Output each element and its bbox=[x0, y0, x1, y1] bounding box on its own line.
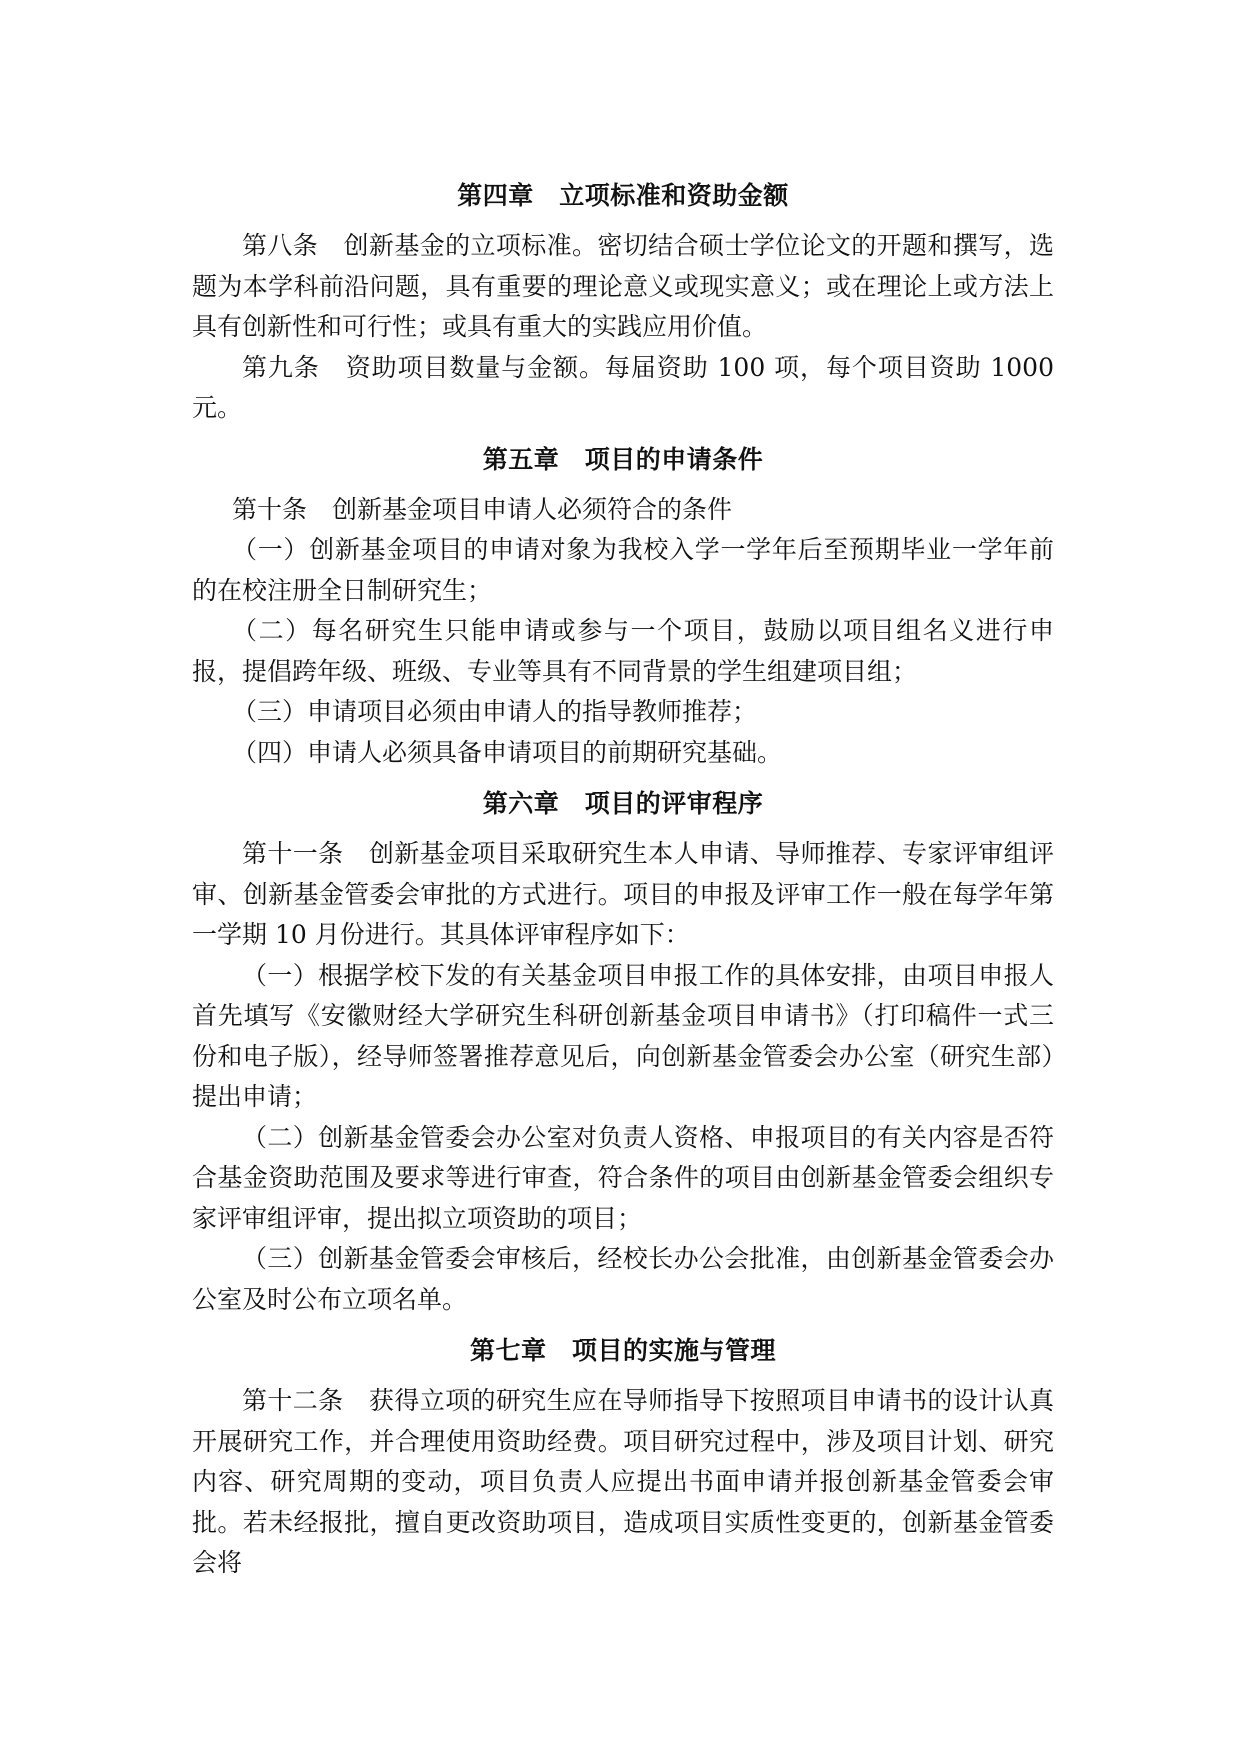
article-10-item-2: （二）每名研究生只能申请或参与一个项目，鼓励以项目组名义进行申报，提倡跨年级、班级、专业等具有不同背景的学生组建项目组； bbox=[192, 616, 1054, 686]
article-10: 第十条 创新基金项目申请人必须符合的条件 bbox=[232, 494, 733, 524]
chapter-4 bbox=[192, 176, 1054, 429]
chapter-5 bbox=[192, 440, 1054, 774]
article-12: 第十二条 获得立项的研究生应在导师指导下按照项目申请书的设计认真开展研究工作，并合理使用资助经费。项目研究过程中，涉及项目计划、研究内容、研究周期的变动，项目负责人应提出书面申请并报创新基金管委会审批。若未经报批，擅自更改资助项目，造成项目实质性变更的，创新基金管委会将 bbox=[192, 1386, 1054, 1577]
article-11-item-2: （二）创新基金管委会办公室对负责人资格、申报项目的有关内容是否符合基金资助范围及要求等进行审查，符合条件的项目由创新基金管委会组织专家评审组评审，提出拟立项资助的项目； bbox=[192, 1122, 1054, 1233]
chapter-title: 第四章 立项标准和资助金额 bbox=[457, 181, 789, 210]
document-body bbox=[192, 176, 1054, 1584]
article-10-item-4: （四）申请人必须具备申请项目的前期研究基础。 bbox=[232, 737, 783, 767]
chapter-title: 第七章 项目的实施与管理 bbox=[469, 1336, 776, 1365]
chapter-7 bbox=[192, 1331, 1054, 1584]
article-10-item-3: （三）申请项目必须由申请人的指导教师推荐； bbox=[232, 697, 758, 726]
article-11: 第十一条 创新基金项目采取研究生本人申请、导师推荐、专家评审组评审、创新基金管委会审批的方式进行。项目的申报及评审工作一般在每学年第一学期 10 月份进行。其具体评审程序如下： bbox=[192, 839, 1054, 949]
article-8: 第八条 创新基金的立项标准。密切结合硕士学位论文的开题和撰写，选题为本学科前沿问题，具有重要的理论意义或现实意义；或在理论上或方法上具有创新性和可行性；或具有重大的实践应用价值。 bbox=[192, 231, 1054, 341]
article-11-item-1: （一）根据学校下发的有关基金项目申报工作的具体安排，由项目申报人首先填写《安徽财经大学研究生科研创新基金项目申请书》（打印稿件一式三份和电子版），经导师签署推荐意见后，向创新基金管委会办公室（研究生部）提出申请； bbox=[192, 960, 1054, 1111]
article-10-item-1: （一）创新基金项目的申请对象为我校入学一学年后至预期毕业一学年前的在校注册全日制研究生； bbox=[192, 535, 1054, 605]
chapter-title: 第六章 项目的评审程序 bbox=[482, 789, 764, 818]
article-11-item-3: （三）创新基金管委会审核后，经校长办公会批准，由创新基金管委会办公室及时公布立项名单。 bbox=[192, 1244, 1054, 1314]
article-9: 第九条 资助项目数量与金额。每届资助 100 项，每个项目资助 1000 元。 bbox=[192, 352, 1054, 422]
chapter-6 bbox=[192, 784, 1054, 1320]
chapter-title: 第五章 项目的申请条件 bbox=[482, 444, 764, 474]
